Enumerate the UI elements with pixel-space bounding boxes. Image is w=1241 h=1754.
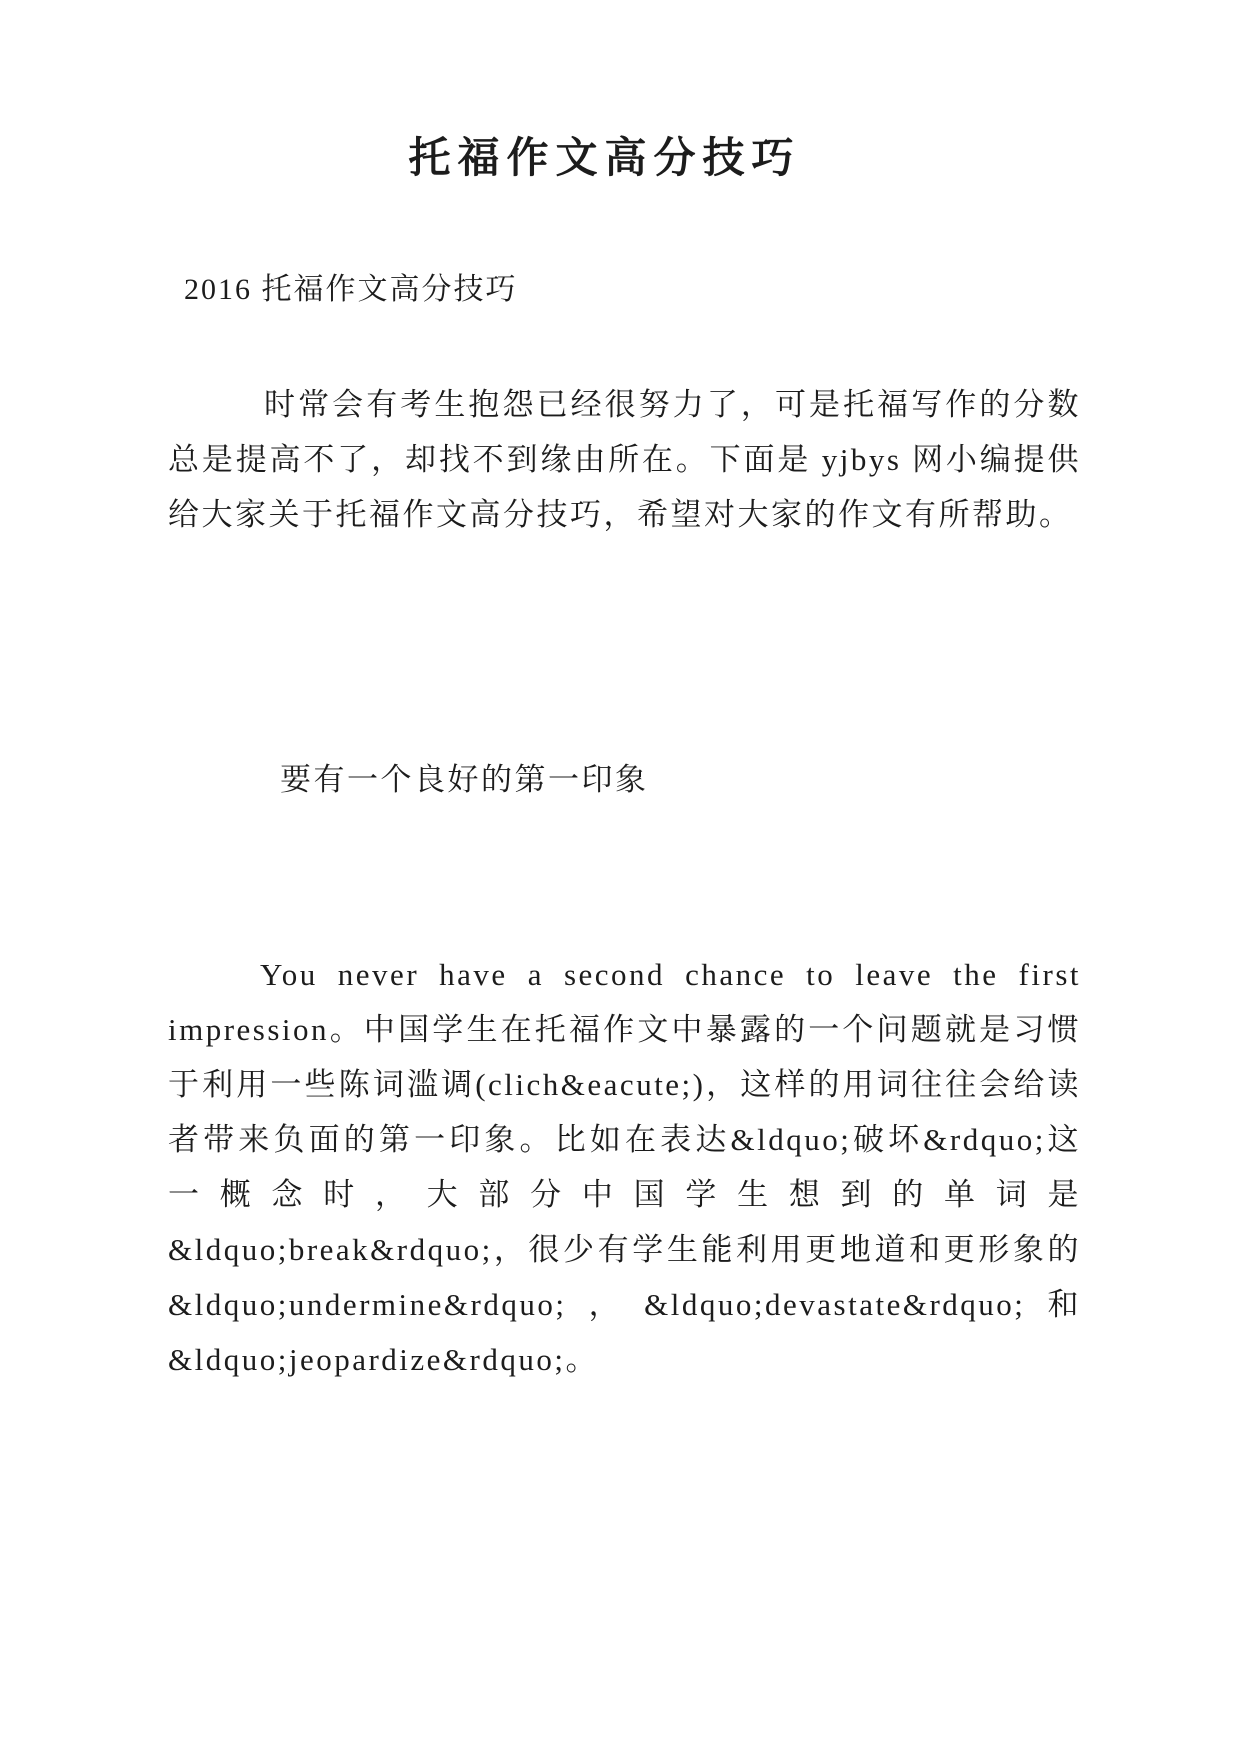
body-paragraph: You never have a second chance to leave the first impression。中国学生在托福作文中暴露的一个问题就是习惯于利用一些陈词滥调(clich&eacute;)，这样的用词往往会给读者带来负面的第一印象。比如在表达&ldquo;破坏&rdquo;这一概念时，大部分中国学生想到的单词是&ldquo;break&rdquo;，很少有学生能利用更地道和更形象的 &ldquo;undermine&rdquo;，&ldquo;devastate&rdquo;和&ldquo;jeopardize&rdquo;。 xyxy=(168,957,1081,1377)
document-title: 托福作文高分技巧 xyxy=(408,136,801,182)
section-heading: 要有一个良好的第一印象 xyxy=(280,762,649,797)
document-subtitle: 2016 托福作文高分技巧 xyxy=(184,273,518,306)
intro-paragraph: 时常会有考生抱怨已经很努力了，可是托福写作的分数总是提高不了，却找不到缘由所在。下面是 yjbys 网小编提供给大家关于托福作文高分技巧，希望对大家的作文有所帮助。 xyxy=(168,387,1081,532)
